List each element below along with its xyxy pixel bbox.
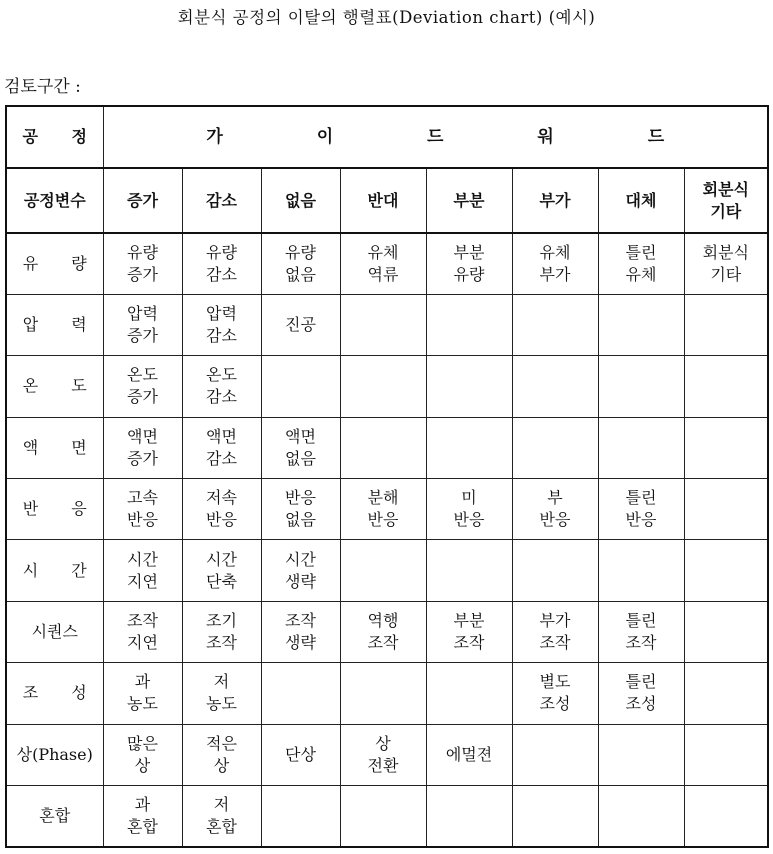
deviation-cell: 유체 역류 (340, 233, 426, 294)
deviation-cell: 액면 없음 (261, 417, 340, 478)
table-row (6, 786, 768, 848)
row-param-label: 압 력 (6, 294, 103, 355)
deviation-cell: 조작 지연 (103, 601, 182, 662)
guideword-batch-other: 회분식 기타 (684, 168, 768, 232)
deviation-cell: 온도 증가 (103, 356, 182, 417)
header-row-guideword (6, 106, 768, 168)
table-row (6, 663, 768, 724)
deviation-cell: 온도 감소 (182, 356, 261, 417)
deviation-cell (684, 294, 768, 355)
deviation-cell: 많은 상 (103, 724, 182, 785)
deviation-cell: 유량 증가 (103, 233, 182, 294)
row-param-label: 상(Phase) (6, 724, 103, 785)
guideword-none: 없음 (261, 168, 340, 232)
deviation-cell: 유량 감소 (182, 233, 261, 294)
deviation-cell: 반응 없음 (261, 478, 340, 539)
deviation-cell: 단상 (261, 724, 340, 785)
deviation-cell (261, 663, 340, 724)
deviation-cell: 미 반응 (426, 478, 512, 539)
deviation-cell: 부 반응 (512, 478, 598, 539)
row-param-label: 온 도 (6, 356, 103, 417)
deviation-cell (684, 540, 768, 601)
deviation-cell (598, 356, 684, 417)
deviation-cell (426, 663, 512, 724)
deviation-cell: 별도 조성 (512, 663, 598, 724)
table-body (6, 233, 768, 847)
page-title: 회분식 공정의 이탈의 행렬표(Deviation chart) (예시) (177, 8, 596, 27)
deviation-cell (340, 417, 426, 478)
deviation-cell (340, 294, 426, 355)
deviation-cell: 틀린 조작 (598, 601, 684, 662)
deviation-cell (512, 417, 598, 478)
guideword-increase: 증가 (103, 168, 182, 232)
row-param-label: 조 성 (6, 663, 103, 724)
deviation-cell: 적은 상 (182, 724, 261, 785)
deviation-cell (340, 356, 426, 417)
guideword-header: 가 이 드 워 드 (103, 106, 768, 168)
deviation-cell: 저 농도 (182, 663, 261, 724)
param-column-header: 공정변수 (6, 168, 103, 232)
deviation-cell (684, 663, 768, 724)
deviation-cell (598, 540, 684, 601)
deviation-cell: 유량 없음 (261, 233, 340, 294)
deviation-cell (684, 601, 768, 662)
guideword-partial: 부분 (426, 168, 512, 232)
deviation-cell (512, 786, 598, 848)
table-row (6, 294, 768, 355)
deviation-cell (684, 356, 768, 417)
deviation-cell: 압력 감소 (182, 294, 261, 355)
deviation-cell (426, 356, 512, 417)
deviation-cell (426, 417, 512, 478)
deviation-cell: 액면 증가 (103, 417, 182, 478)
table-row (6, 724, 768, 785)
deviation-cell (340, 663, 426, 724)
deviation-cell: 조작 생략 (261, 601, 340, 662)
deviation-cell: 틀린 유체 (598, 233, 684, 294)
table-row (6, 601, 768, 662)
deviation-cell (598, 294, 684, 355)
deviation-cell (426, 786, 512, 848)
row-param-label: 액 면 (6, 417, 103, 478)
deviation-cell: 유체 부가 (512, 233, 598, 294)
deviation-cell (684, 417, 768, 478)
deviation-cell: 진공 (261, 294, 340, 355)
deviation-cell: 과 농도 (103, 663, 182, 724)
deviation-cell (512, 356, 598, 417)
deviation-cell: 회분식 기타 (684, 233, 768, 294)
row-param-label: 시퀀스 (6, 601, 103, 662)
guideword-reverse: 반대 (340, 168, 426, 232)
table-row (6, 356, 768, 417)
deviation-cell (598, 724, 684, 785)
deviation-cell: 분해 반응 (340, 478, 426, 539)
deviation-cell (261, 786, 340, 848)
deviation-cell: 상 전환 (340, 724, 426, 785)
deviation-cell: 에멀젼 (426, 724, 512, 785)
deviation-cell (598, 786, 684, 848)
deviation-cell (512, 294, 598, 355)
deviation-cell: 부분 조작 (426, 601, 512, 662)
deviation-cell: 조기 조작 (182, 601, 261, 662)
deviation-cell (426, 294, 512, 355)
deviation-cell: 저 혼합 (182, 786, 261, 848)
guideword-substitute: 대체 (598, 168, 684, 232)
deviation-cell (684, 786, 768, 848)
deviation-cell (512, 724, 598, 785)
deviation-cell: 압력 증가 (103, 294, 182, 355)
deviation-cell (340, 540, 426, 601)
guideword-decrease: 감소 (182, 168, 261, 232)
deviation-cell (598, 417, 684, 478)
table-row (6, 540, 768, 601)
deviation-cell (426, 540, 512, 601)
guideword-additional: 부가 (512, 168, 598, 232)
deviation-cell: 부가 조작 (512, 601, 598, 662)
deviation-cell (684, 724, 768, 785)
row-param-label: 혼합 (6, 786, 103, 848)
deviation-cell (340, 786, 426, 848)
table-row (6, 233, 768, 294)
table-row (6, 478, 768, 539)
deviation-cell (261, 356, 340, 417)
deviation-cell: 고속 반응 (103, 478, 182, 539)
table-row (6, 417, 768, 478)
deviation-cell: 역행 조작 (340, 601, 426, 662)
deviation-cell: 틀린 반응 (598, 478, 684, 539)
deviation-cell: 부분 유량 (426, 233, 512, 294)
deviation-cell: 시간 생략 (261, 540, 340, 601)
deviation-cell: 틀린 조성 (598, 663, 684, 724)
review-section-label: 검토구간 : (4, 77, 81, 97)
row-param-label: 시 간 (6, 540, 103, 601)
deviation-cell: 액면 감소 (182, 417, 261, 478)
deviation-cell: 시간 단축 (182, 540, 261, 601)
deviation-cell: 저속 반응 (182, 478, 261, 539)
row-param-label: 유 량 (6, 233, 103, 294)
row-param-label: 반 응 (6, 478, 103, 539)
header-row-params (6, 168, 768, 232)
deviation-chart-table (5, 105, 769, 848)
deviation-cell (512, 540, 598, 601)
process-header: 공 정 (6, 106, 103, 168)
deviation-cell (684, 478, 768, 539)
deviation-cell: 시간 지연 (103, 540, 182, 601)
deviation-cell: 과 혼합 (103, 786, 182, 848)
